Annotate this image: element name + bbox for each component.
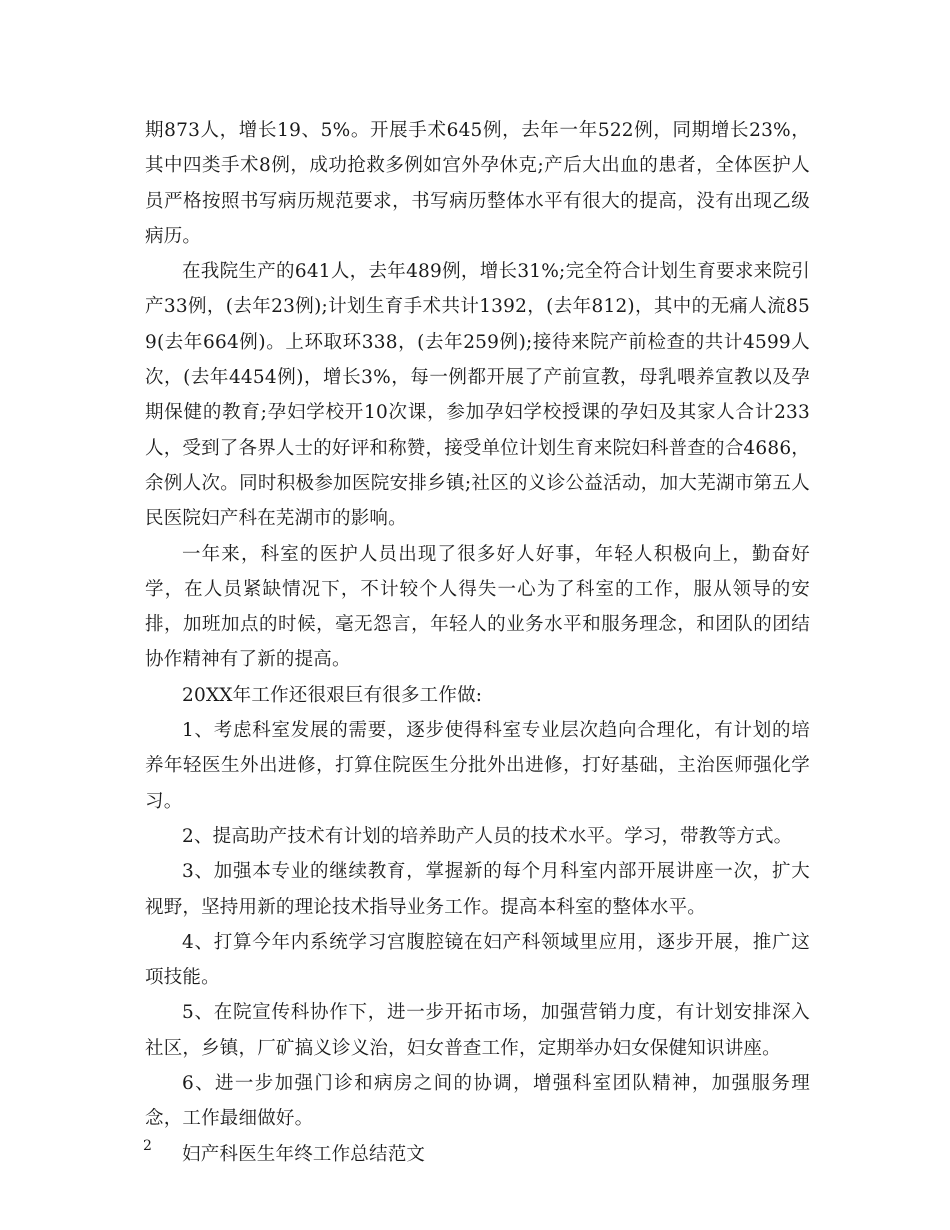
list-item-3: 3、加强本专业的继续教育，掌握新的每个月科室内部开展讲座一次，扩大视野，坚持用新的理论技术指导业务工作。提高本科室的整体水平。 <box>145 861 810 918</box>
paragraph-3: 一年来，科室的医护人员出现了很多好人好事，年轻人积极向上，勤奋好学，在人员紧缺情况下，不计较个人得失一心为了科室的工作，服从领导的安排，加班加点的时候，毫无怨言，年轻人的业务水平和服务理念，和团队的团结协作精神有了新的提高。 <box>145 543 810 671</box>
list-item-2: 2、提高助产技术有计划的培养助产人员的技术水平。学习，带教等方式。 <box>182 825 793 847</box>
list-item-6: 6、进一步加强门诊和病房之间的协调，增强科室团队精神，加强服务理念，工作最细做好。 <box>145 1073 810 1130</box>
paragraph-4: 20XX年工作还很艰巨有很多工作做: <box>182 684 483 706</box>
paragraph-1: 期873人，增长19、5%。开展手术645例，去年一年522例，同期增长23%，其中四类手术8例，成功抢救多例如宫外孕休克;产后大出血的患者，全体医护人员严格按照书写病历规范要求，书写病历整体水平有很大的提高，没有出现乙级病历。 <box>145 120 810 247</box>
list-item-5: 5、在院宣传科协作下，进一步开拓市场，加强营销力度，有计划安排深入社区，乡镇，厂矿搞义诊义治，妇女普查工作，定期举办妇女保健知识讲座。 <box>145 1002 810 1059</box>
page-number: 2 <box>143 1138 152 1154</box>
list-item-1: 1、考虑科室发展的需要，逐步使得科室专业层次趋向合理化，有计划的培养年轻医生外出进修，打算住院医生分批外出进修，打好基础，主治医师强化学习。 <box>145 720 810 812</box>
document-body <box>145 113 810 1172</box>
section-heading: 妇产科医生年终工作总结范文 <box>182 1143 426 1165</box>
list-item-4: 4、打算今年内系统学习宫腹腔镜在妇产科领域里应用，逐步开展，推广这项技能。 <box>145 931 810 989</box>
paragraph-2: 在我院生产的641人，去年489例，增长31%;完全符合计划生育要求来院引产33例，(去年23例);计划生育手术共计1392，(去年812)，其中的无痛人流859(去年664例)。上环取环338，(去年259例);接待来院产前检查的共计4599人次，(去年4454例)，增长3%，每一例都开展了产前宣教，母乳喂养宣教以及孕期保健的教育;孕妇学校开10次课，参加孕妇学校授课的孕妇及其家人合计233人，受到了各界人士的好评和称赞，接受单位计划生育来院妇科普查的合4686，余例人次。同时积极参加医院安排乡镇;社区的义诊公益活动，加大芜湖市第五人民医院妇产科在芜湖市的影响。 <box>145 261 810 530</box>
